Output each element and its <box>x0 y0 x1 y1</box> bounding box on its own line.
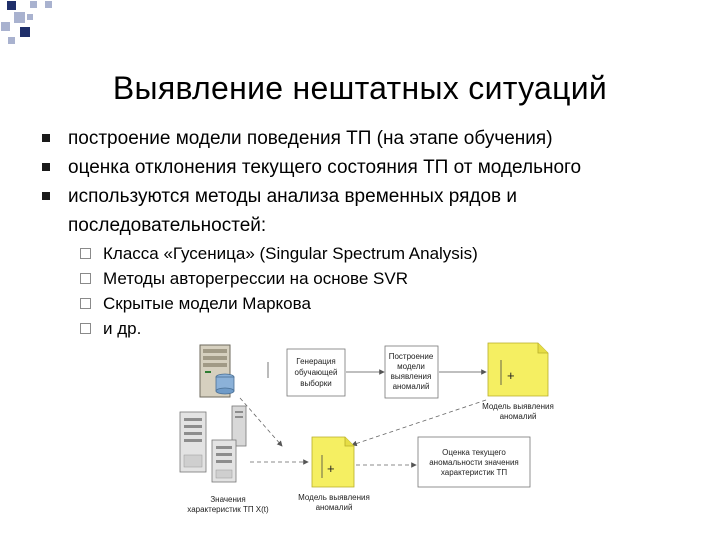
sub-bullet-text: и др. <box>103 319 142 338</box>
bullet-text: построение модели поведения ТП (на этапе обучения) <box>68 128 553 149</box>
slide-title: Выявление нештатных ситуаций <box>112 70 608 106</box>
generate-sample-box <box>268 349 345 396</box>
doc-symbol: + <box>327 461 335 476</box>
model-caption-top: Модель выявления <box>482 402 554 411</box>
build-line: Построение <box>388 352 434 361</box>
model-caption-top: аномалий <box>499 412 537 421</box>
sub-bullet-text: Методы авторегрессии на основе SVR <box>103 269 409 288</box>
model-caption-bottom: Модель выявления <box>298 493 370 502</box>
generate-line: Генерация <box>296 357 336 366</box>
generate-line: выборки <box>300 379 332 388</box>
build-line: модели <box>397 362 425 371</box>
sub-bullet-text: Класса «Гусеница» (Singular Spectrum Analysis) <box>103 244 478 263</box>
anomaly-model-document-icon <box>312 437 354 487</box>
sub-bullet-text: Скрытые модели Маркова <box>103 294 311 313</box>
server-rack-icon <box>180 406 246 482</box>
generate-line: обучающей <box>294 368 338 377</box>
bullet-text: оценка отклонения текущего состояния ТП от модельного <box>68 157 582 178</box>
model-caption-bottom: аномалий <box>315 503 353 512</box>
estimate-box <box>418 437 530 487</box>
estimate-line: аномальности значения <box>429 458 519 467</box>
anomaly-model-document-icon <box>488 343 548 396</box>
doc-symbol: + <box>507 368 515 383</box>
build-model-box <box>385 346 438 398</box>
values-caption: характеристик ТП X(t) <box>187 505 269 514</box>
database-server-icon <box>200 345 234 397</box>
bullet-text: используются методы анализа временных рядов и последовательностей: <box>68 186 518 236</box>
estimate-line: характеристик ТП <box>440 468 508 477</box>
values-caption: Значения <box>210 495 246 504</box>
build-line: выявления <box>390 372 432 381</box>
estimate-line: Оценка текущего <box>442 448 506 457</box>
build-line: аномалий <box>392 382 430 391</box>
